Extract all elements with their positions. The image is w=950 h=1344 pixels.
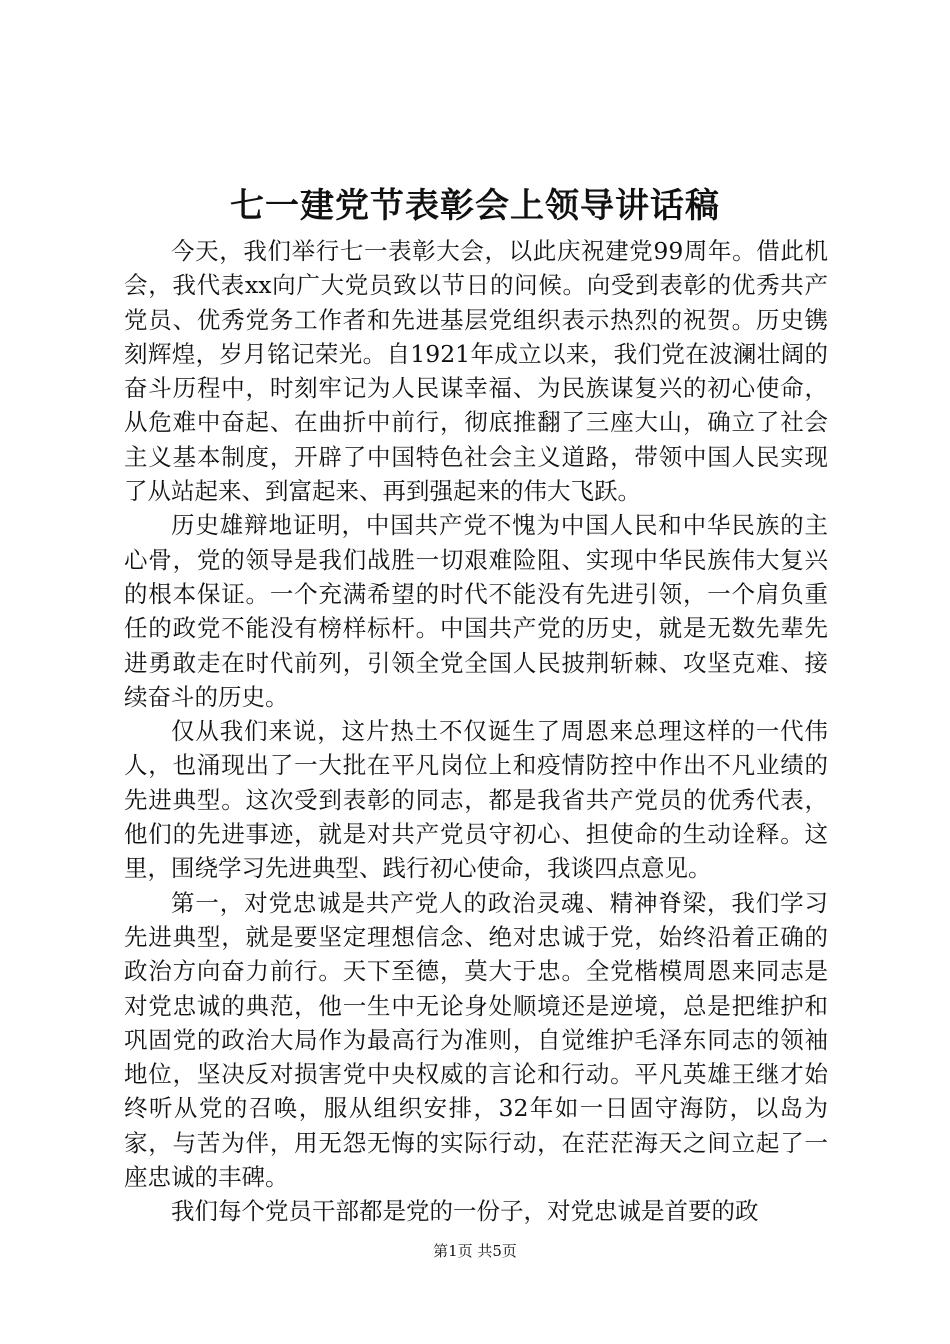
page-footer: 第1页 共5页 [433,1242,517,1260]
paragraph-4: 第一，对党忠诚是共产党人的政治灵魂、精神脊梁，我们学习先进典型，就是要坚定理想信念、绝对忠诚于党，始终沿着正确的政治方向奋力前行。天下至德，莫大于忠。全党楷模周恩来同志是对党忠诚的典范，他一生中无论身处顺境还是逆境，总是把维护和巩固党的政治大局作为最高行为准则，自觉维护毛泽东同志的领袖地位，坚决反对损害党中央权威的言论和行动。平凡英雄王继才始终听从党的召唤，服从组织安排，32年如一日固守海防，以岛为家，与苦为伴，用无怨无悔的实际行动，在茫茫海天之间立起了一座忠诚的丰碑。 [124,888,828,1192]
document-body [124,234,828,1229]
paragraph-1: 今天，我们举行七一表彰大会，以此庆祝建党99周年。借此机会，我代表xx向广大党员致以节日的问候。向受到表彰的优秀共产党员、优秀党务工作者和先进基层党组织表示热烈的祝贺。历史镌刻辉煌，岁月铭记荣光。自1921年成立以来，我们党在波澜壮阔的奋斗历程中，时刻牢记为人民谋幸福、为民族谋复兴的初心使命，从危难中奋起、在曲折中前行，彻底推翻了三座大山，确立了社会主义基本制度，开辟了中国特色社会主义道路，带领中国人民实现了从站起来、到富起来、再到强起来的伟大飞跃。 [124,237,828,506]
document-title: 七一建党节表彰会上领导讲话稿 [230,186,720,226]
paragraph-3: 仅从我们来说，这片热土不仅诞生了周恩来总理这样的一代伟人，也涌现出了一大批在平凡岗位上和疫情防控中作出不凡业绩的先进典型。这次受到表彰的同志，都是我省共产党员的优秀代表，他们的先进事迹，就是对共产党员守初心、担使命的生动诠释。这里，围绕学习先进典型、践行初心使命，我谈四点意见。 [124,717,828,883]
paragraph-2: 历史雄辩地证明，中国共产党不愧为中国人民和中华民族的主心骨，党的领导是我们战胜一切艰难险阻、实现中华民族伟大复兴的根本保证。一个充满希望的时代不能没有先进引领，一个肩负重任的政党不能没有榜样标杆。中国共产党的历史，就是无数先辈先进勇敢走在时代前列，引领全党全国人民披荆斩棘、攻坚克难、接续奋斗的历史。 [124,511,828,711]
paragraph-5: 我们每个党员干部都是党的一份子，对党忠诚是首要的政 [171,1197,759,1226]
